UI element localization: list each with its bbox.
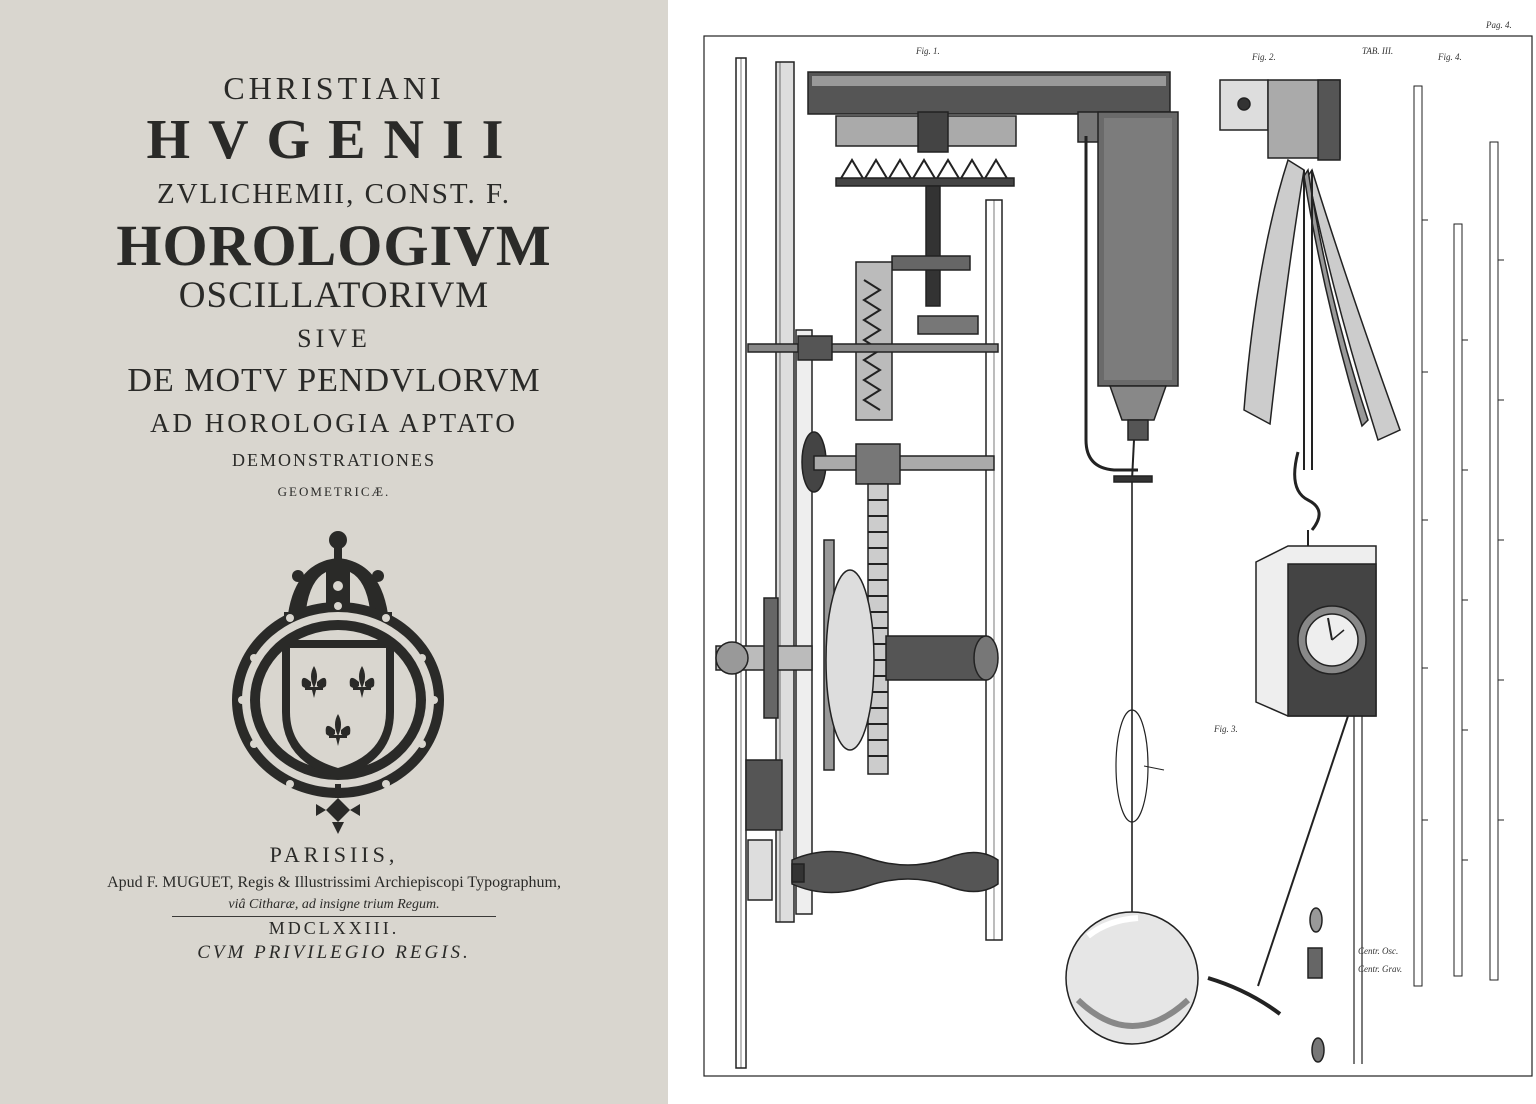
- fig2-label: Fig. 2.: [1252, 52, 1276, 62]
- scale-label-osc: Centr. Osc.: [1358, 946, 1399, 956]
- imprint-rule: [172, 916, 496, 917]
- pendulum-clock-engraving-icon: [668, 0, 1536, 1104]
- author-origin: ZVLICHEMII, CONST. F.: [156, 178, 512, 210]
- royal-coat-of-arms-icon: [226, 522, 450, 834]
- fig1-label: Fig. 1.: [916, 46, 940, 56]
- engraving-plate: [668, 0, 1536, 1104]
- subtitle-line4: GEOMETRICÆ.: [277, 484, 391, 499]
- imprint-address: viâ Citharæ, ad insigne trium Regum.: [228, 897, 440, 912]
- subtitle-line2: AD HOROLOGIA APTATO: [150, 408, 518, 438]
- corner-label: Pag. 4.: [1486, 20, 1512, 30]
- tab-label: TAB. III.: [1362, 46, 1394, 56]
- author-firstname: CHRISTIANI: [223, 70, 445, 106]
- book-title-second: OSCILLATORIVM: [178, 275, 490, 316]
- scale-label-grav: Centr. Grav.: [1358, 964, 1403, 974]
- subtitle-line3: DEMONSTRATIONES: [231, 450, 436, 470]
- author-surname: HVGENII: [146, 109, 522, 171]
- royal-privilege: CVM PRIVILEGIO REGIS.: [197, 942, 471, 963]
- publication-year: MDCLXXIII.: [268, 918, 400, 938]
- subtitle-line1: DE MOTV PENDVLORVM: [127, 362, 541, 399]
- fig3-label: Fig. 3.: [1214, 724, 1238, 734]
- imprint-city: PARISIIS,: [269, 842, 399, 867]
- title-page: [0, 0, 668, 1104]
- title-connector: SIVE: [297, 324, 371, 353]
- imprint-printer: Apud F. MUGUET, Regis & Illustrissimi Archiepiscopi Typographum,: [107, 874, 561, 891]
- fig4-label: Fig. 4.: [1438, 52, 1462, 62]
- book-title-main: HOROLOGIVM: [116, 213, 552, 278]
